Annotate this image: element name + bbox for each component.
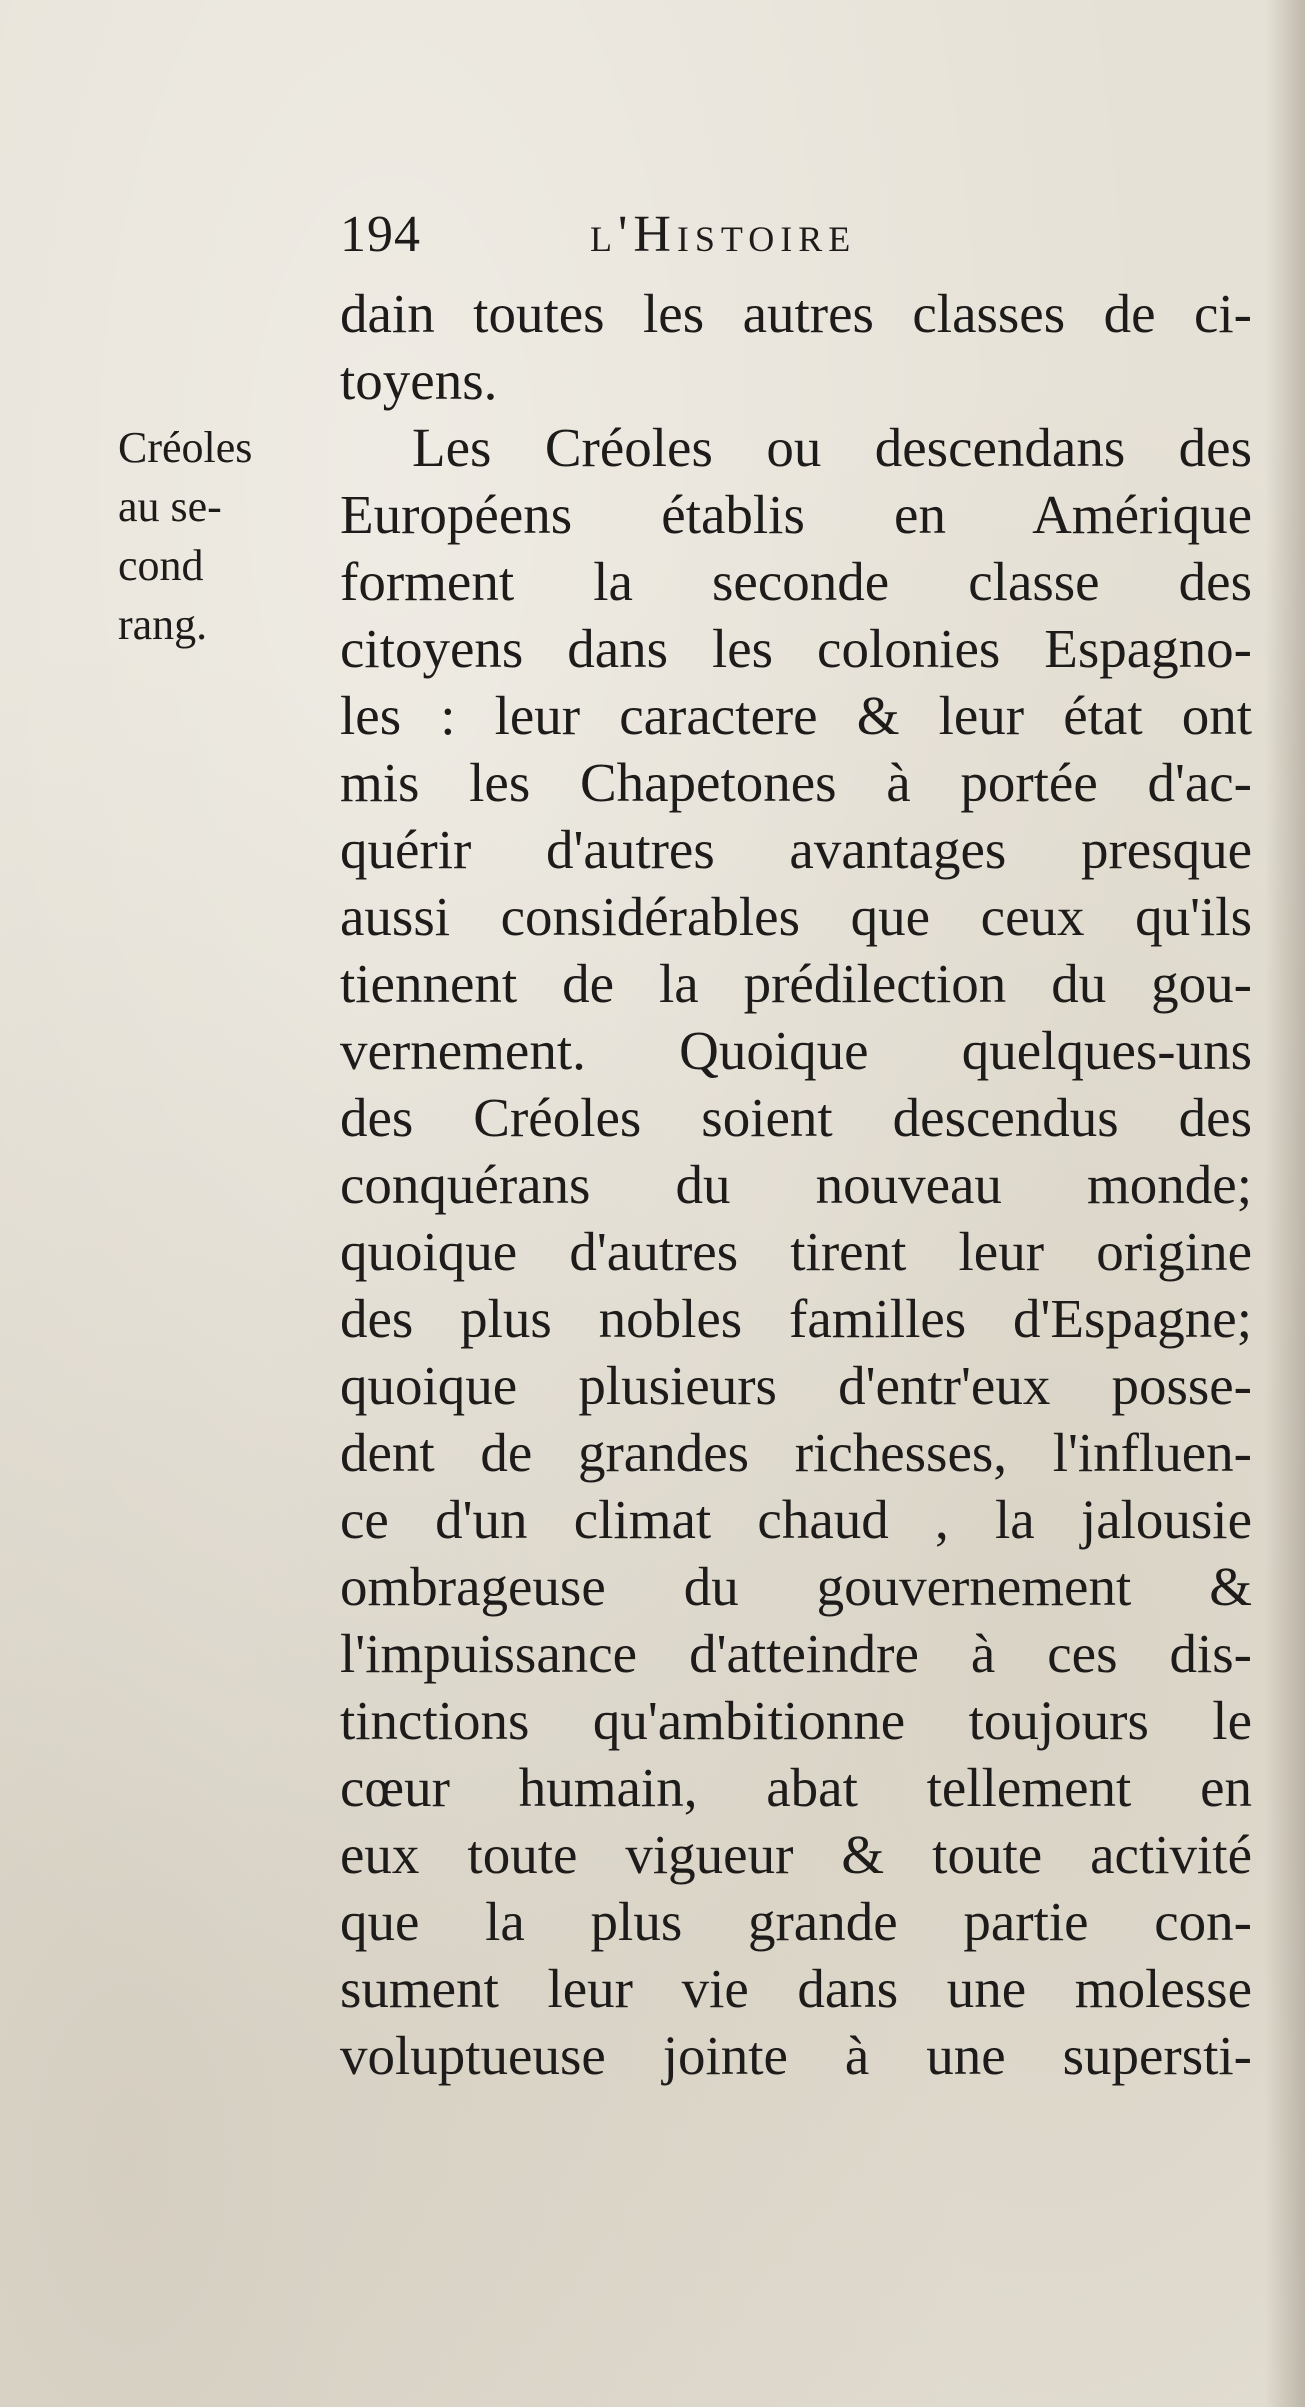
running-header	[340, 200, 1020, 270]
text-line: mis les Chapetones à portée d'ac-	[340, 752, 1252, 813]
text-line: l'impuissance d'atteindre à ces dis-	[340, 1623, 1252, 1684]
text-line: quérir d'autres avantages presque	[340, 819, 1252, 880]
text-line: conquérans du nouveau monde;	[340, 1154, 1252, 1215]
text-line: dent de grandes richesses, l'influen-	[340, 1422, 1252, 1483]
text-line: Les Créoles ou descendans des	[412, 417, 1252, 478]
text-line: eux toute vigueur & toute activité	[340, 1824, 1252, 1885]
page-number: 194	[340, 206, 421, 263]
margin-note-line: au se-	[118, 482, 222, 531]
running-title: l'Histoire	[590, 206, 857, 263]
text-line: des plus nobles familles d'Espagne;	[340, 1288, 1252, 1349]
text-line: quoique d'autres tirent leur origine	[340, 1221, 1252, 1282]
page-gutter-shadow	[1265, 0, 1305, 2407]
text-line: quoique plusieurs d'entr'eux posse-	[340, 1355, 1252, 1416]
text-line: voluptueuse jointe à une supersti-	[340, 2025, 1252, 2086]
text-line: dain toutes les autres classes de ci-	[340, 283, 1252, 344]
text-line: sument leur vie dans une molesse	[340, 1958, 1252, 2019]
text-line: Européens établis en Amérique	[340, 484, 1252, 545]
text-line: aussi considérables que ceux qu'ils	[340, 886, 1252, 947]
body-text	[340, 280, 1252, 2089]
margin-note-line: Créoles	[118, 423, 253, 472]
text-line: ombrageuse du gouvernement &	[340, 1556, 1252, 1617]
text-line: cœur humain, abat tellement en	[340, 1757, 1252, 1818]
text-line: tinctions qu'ambitionne toujours le	[340, 1690, 1252, 1751]
text-line: vernement. Quoique quelques-uns	[340, 1020, 1252, 1081]
margin-note-line: cond	[118, 541, 204, 590]
text-line: tiennent de la prédilection du gou-	[340, 953, 1252, 1014]
text-line: citoyens dans les colonies Espagno-	[340, 618, 1252, 679]
text-line: les : leur caractere & leur état ont	[340, 685, 1252, 746]
text-line: forment la seconde classe des	[340, 551, 1252, 612]
margin-note	[118, 418, 328, 654]
text-line: ce d'un climat chaud , la jalousie	[340, 1489, 1252, 1550]
text-line: que la plus grande partie con-	[340, 1891, 1252, 1952]
text-line: des Créoles soient descendus des	[340, 1087, 1252, 1148]
margin-note-line: rang.	[118, 600, 208, 649]
text-line: toyens.	[340, 350, 498, 411]
